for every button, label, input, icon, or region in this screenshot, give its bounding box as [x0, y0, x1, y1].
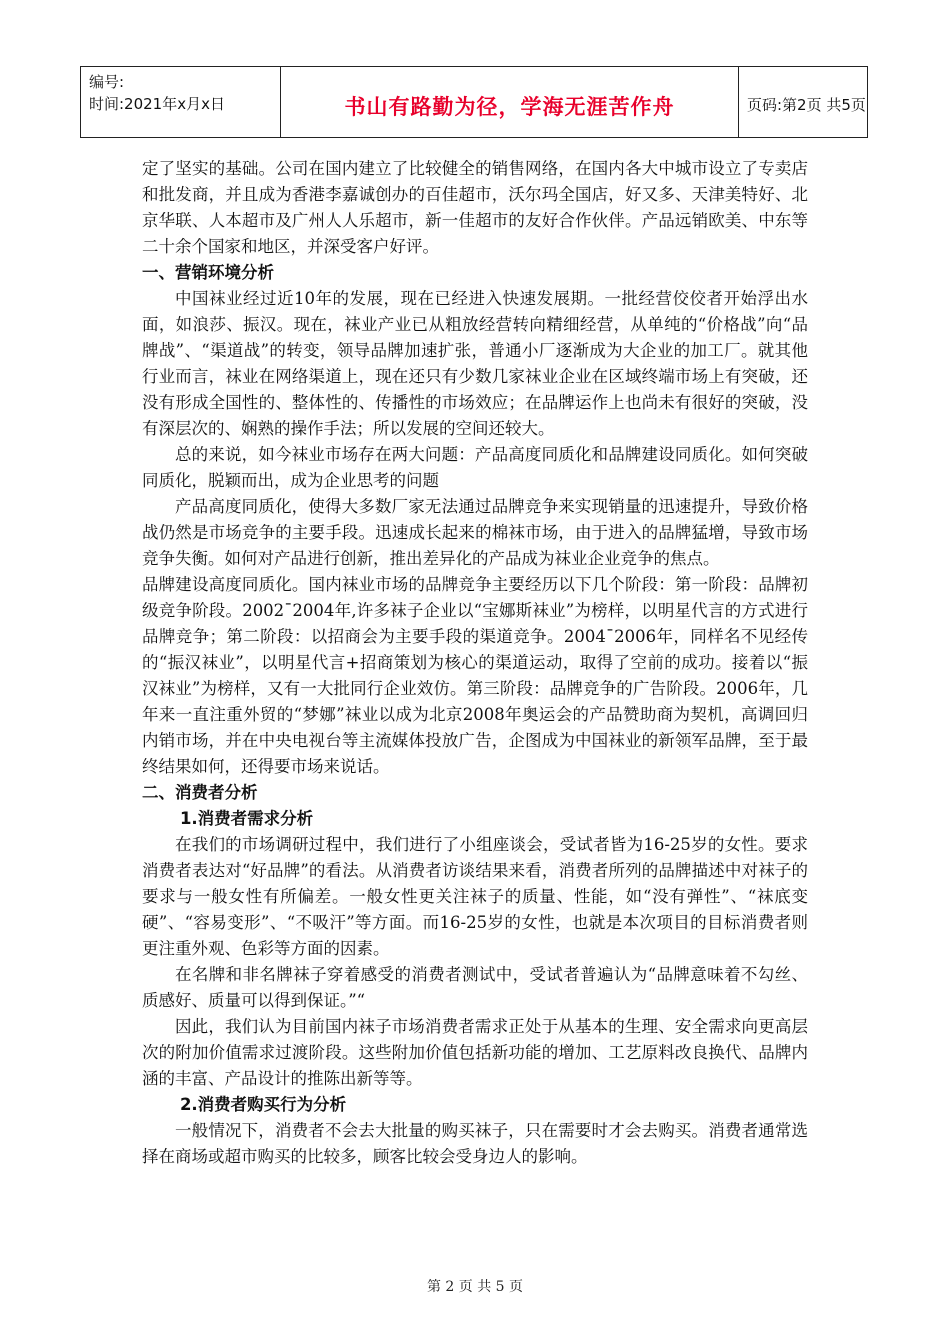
section-heading-marketing-environment: 一、营销环境分析 [142, 263, 274, 282]
page-footer: 第 2 页 共 5 页 [426, 1279, 524, 1295]
paragraph: 总的来说，如今袜业市场存在两大问题：产品高度同质化和品牌建设同质化。如何突破同质化，脱颖而出，成为企业思考的问题 [142, 445, 808, 490]
subsection-heading-consumer-demand: 1.消费者需求分析 [179, 809, 314, 828]
subsection-heading-purchase-behavior: 2.消费者购买行为分析 [179, 1095, 347, 1114]
page-header [80, 66, 868, 138]
paragraph: 中国袜业经过近10年的发展，现在已经进入快速发展期。一批经营佼佼者开始浮出水面，如浪莎、振汉。现在，袜业产业已从粗放经营转向精细经营，从单纯的“价格战”向“品牌战”、“渠道战”的转变，领导品牌加速扩张，普通小厂逐渐成为大企业的加工厂。就其他行业而言，袜业在网络渠道上，现在还只有少数几家袜业企业在区域终端市场上有突破，还没有形成全国性的、整体性的、传播性的市场效应；在品牌运作上也尚未有很好的突破，没有深层次的、娴熟的操作手法；所以发展的空间还较大。 [142, 289, 808, 438]
header-motto: 书山有路勤为径，学海无涯苦作舟 [281, 67, 739, 137]
document-number-label: 编号: [89, 73, 125, 91]
document-body [142, 156, 808, 1170]
paragraph: 一般情况下，消费者不会去大批量的购买袜子，只在需要时才会去购买。消费者通常选择在商场或超市购买的比较多，顾客比较会受身边人的影响。 [142, 1121, 808, 1166]
paragraph: 定了坚实的基础。公司在国内建立了比较健全的销售网络，在国内各大中城市设立了专卖店和批发商，并且成为香港李嘉诚创办的百佳超市，沃尔玛全国店，好又多、天津美特好、北京华联、人本超市及广州人人乐超市，新一佳超市的友好合作伙伴。产品远销欧美、中东等二十余个国家和地区，并深受客户好评。 [142, 159, 808, 256]
paragraph: 品牌建设高度同质化。国内袜业市场的品牌竞争主要经历以下几个阶段：第一阶段：品牌初级竞争阶段。2002¯2004年,许多袜子企业以“宝娜斯袜业”为榜样，以明星代言的方式进行品牌竞争；第二阶段：以招商会为主要手段的渠道竞争。2004¯2006年，同样名不见经传的“振汉袜业”，以明星代言+招商策划为核心的渠道运动，取得了空前的成功。接着以“振汉袜业”为榜样，又有一大批同行企业效仿。第三阶段：品牌竞争的广告阶段。2006年，几年来一直注重外贸的“梦娜”袜业以成为北京2008年奥运会的产品赞助商为契机，高调回归内销市场，并在中央电视台等主流媒体投放广告，企图成为中国袜业的新领军品牌，至于最终结果如何，还得要市场来说话。 [142, 575, 808, 776]
paragraph: 产品高度同质化，使得大多数厂家无法通过品牌竞争来实现销量的迅速提升，导致价格战仍然是市场竞争的主要手段。迅速成长起来的棉袜市场，由于进入的品牌猛增，导致市场竞争失衡。如何对产品进行创新，推出差异化的产品成为袜业企业竞争的焦点。 [142, 497, 808, 568]
header-meta [81, 67, 281, 137]
paragraph: 因此，我们认为目前国内袜子市场消费者需求正处于从基本的生理、安全需求向更高层次的附加价值需求过渡阶段。这些附加价值包括新功能的增加、工艺原料改良换代、品牌内涵的丰富、产品设计的推陈出新等等。 [142, 1017, 808, 1088]
paragraph: 在我们的市场调研过程中，我们进行了小组座谈会，受试者皆为16-25岁的女性。要求消费者表达对“好品牌”的看法。从消费者访谈结果来看，消费者所列的品牌描述中对袜子的要求与一般女性有所偏差。一般女性更关注袜子的质量、性能，如“没有弹性”、“袜底变硬”、“容易变形”、“不吸汗”等方面。而16-25岁的女性，也就是本次项目的目标消费者则更注重外观、色彩等方面的因素。 [142, 835, 808, 958]
document-date: 时间:2021年x月x日 [89, 95, 225, 113]
header-page-indicator: 页码:第2页 共5页 [747, 96, 866, 114]
section-heading-consumer-analysis: 二、消费者分析 [142, 783, 258, 802]
paragraph: 在名牌和非名牌袜子穿着感受的消费者测试中，受试者普遍认为“品牌意味着不勾丝、质感好、质量可以得到保证。”“ [142, 965, 808, 1010]
